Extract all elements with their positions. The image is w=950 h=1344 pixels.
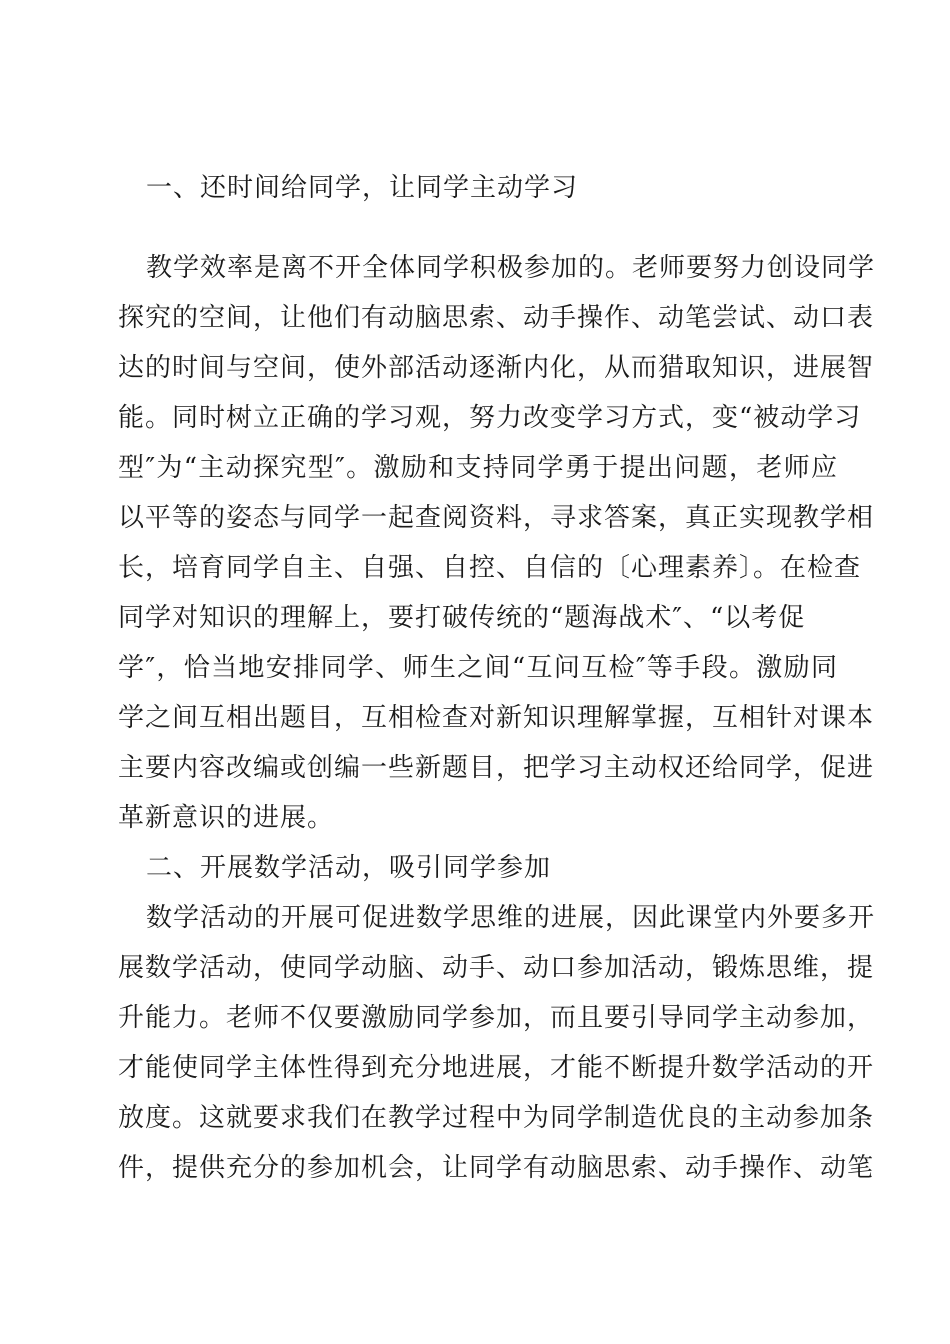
paragraph-line: 学″，恰当地安排同学、师生之间“互问互检″等手段。激励同 (118, 653, 838, 683)
paragraph-line: 数学活动的开展可促进数学思维的进展，因此课堂内外要多开 (146, 903, 876, 933)
paragraph-line: 能。同时树立正确的学习观，努力改变学习方式，变“被动学习 (118, 403, 862, 433)
paragraph-line: 才能使同学主体性得到充分地进展，才能不断提升数学活动的开 (118, 1053, 875, 1083)
paragraph-line: 主要内容改编或创编一些新题目，把学习主动权还给同学，促进 (118, 753, 875, 783)
paragraph-line: 同学对知识的理解上，要打破传统的“题海战术″、“以考促 (118, 603, 806, 633)
paragraph-line: 学之间互相出题目，互相检查对新知识理解掌握，互相针对课本 (118, 703, 875, 733)
paragraph-line: 展数学活动，使同学动脑、动手、动口参加活动，锻炼思维，提 (118, 953, 875, 983)
paragraph-line: 达的时间与空间，使外部活动逐渐内化，从而猎取知识，进展智 (118, 353, 875, 383)
paragraph-line: 教学效率是离不开全体同学积极参加的。老师要努力创设同学 (146, 253, 876, 283)
section-heading-1: 一、还时间给同学，让同学主动学习 (146, 173, 579, 203)
paragraph-line: 升能力。老师不仅要激励同学参加，而且要引导同学主动参加， (118, 1003, 875, 1033)
paragraph-line: 革新意识的进展。 (118, 803, 335, 833)
paragraph-line: 型″为“主动探究型″。激励和支持同学勇于提出问题，老师应 (118, 453, 838, 483)
paragraph-line: 探究的空间，让他们有动脑思索、动手操作、动笔尝试、动口表 (118, 303, 875, 333)
section-heading-2: 二、开展数学活动，吸引同学参加 (146, 853, 552, 883)
paragraph-line: 放度。这就要求我们在教学过程中为同学制造优良的主动参加条 (118, 1103, 875, 1133)
paragraph-line: 长，培育同学自主、自强、自控、自信的〔心理素养〕。在检查 (118, 553, 862, 583)
paragraph-line: 件，提供充分的参加机会，让同学有动脑思索、动手操作、动笔 (118, 1153, 875, 1183)
paragraph-line: 以平等的姿态与同学一起查阅资料，寻求答案，真正实现教学相 (118, 503, 875, 533)
